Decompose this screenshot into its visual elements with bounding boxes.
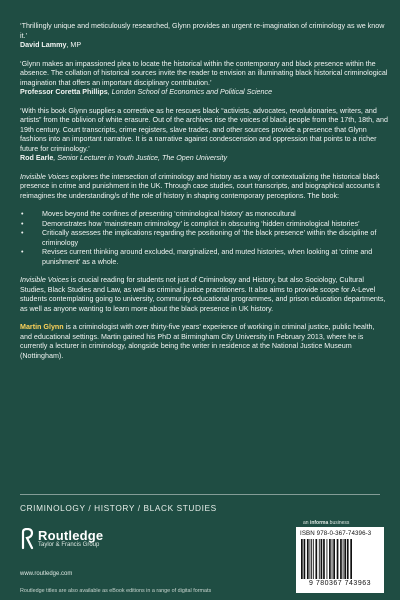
endorsement-attribution	[20, 88, 388, 98]
bullet-icon: •	[21, 219, 24, 228]
endorser-name: Professor Coretta Phillips	[20, 88, 108, 96]
informa-brand: informa	[309, 520, 329, 526]
key-points-list	[20, 210, 388, 267]
list-item-text: Critically assesses the implications regarding the positioning of ‘the black presence’ within the discipline of criminology	[42, 229, 377, 247]
barcode	[299, 539, 381, 579]
barcode-bar	[311, 539, 312, 579]
back-cover-content	[20, 22, 388, 370]
list-item	[20, 220, 388, 230]
publisher-name: Routledge	[38, 528, 104, 543]
author-bio-text: is a criminologist with over thirty-five years’ experience of working in criminal justice, public health, and educational settings. Martin gained his PhD at Birmingham City University in February 2013, where he is currently a lecturer in criminology, alongside being the writer in residence at the National Justice Museum (Nottingham).	[20, 323, 375, 360]
barcode-bar	[321, 539, 323, 579]
endorser-role: , London School of Economics and Political Science	[107, 88, 273, 96]
barcode-bar	[350, 539, 352, 579]
endorser-name: David Lammy	[20, 41, 67, 49]
bullet-icon: •	[21, 229, 24, 237]
endorsement-text: ‘Glynn makes an impassioned plea to locate the historical within the contemporary and black presence within the absence. The collation of historical sources invite the reader to envision an illuminating black historical criminological imagination that offers an important disciplinary contribution.’	[20, 59, 388, 87]
endorsement-text: ‘With this book Glynn supplies a corrective as he rescues black “activists, advocates, revolutionaries, writers, and artists” from the oblivion of white erasure. Out of the archives rise the voices of black people from the 17th, 18th, and 19th century. Court transcripts, crime registers, slave trades, and other sources provide a presence that Glynn fashions into an important narrative. It is a narrative against condescension and oppression that points to a richer future for criminology.’	[20, 106, 388, 153]
author-bio	[20, 323, 388, 361]
barcode-bar	[301, 539, 303, 579]
barcode-bar	[307, 539, 309, 579]
barcode-bar	[347, 539, 349, 579]
barcode-bar	[332, 539, 333, 579]
endorsement-attribution	[20, 154, 388, 164]
publisher-group: Taylor & Francis Group	[38, 542, 100, 548]
barcode-bar	[343, 539, 344, 579]
endorsement-2	[20, 60, 388, 98]
barcode-bar	[340, 539, 342, 579]
barcode-digits: 9 780367 743963	[309, 580, 371, 587]
audience-text: is crucial reading for students not just of Criminology and History, but also Sociology, Cultural Studies, Black Studies and Law, as well as criminal justice practitioners. It also aims to provide scope for A-Level students contemplating going to university, community educational programmes, and prison education departments, as well as anyone wanting to learn more about the black presence in UK history.	[20, 276, 386, 313]
informa-suffix: business	[328, 520, 350, 526]
barcode-bar	[304, 539, 306, 579]
barcode-bar	[329, 539, 331, 579]
publisher-logo	[20, 528, 130, 564]
book-description-text: explores the intersection of criminology and history as a way of contextualizing the historical black presence in crime and punishment in the UK. Through case studies, court transcripts, and biographical accounts it reimagines the understanding/s of the role of history in shaping contemporary perceptions. The book:	[20, 172, 380, 200]
book-description	[20, 173, 388, 202]
endorser-role: , Senior Lecturer in Youth Justice, The Open University	[53, 154, 228, 162]
barcode-bar	[327, 539, 328, 579]
routledge-logo-icon	[20, 528, 34, 550]
endorser-name: Rod Earle	[20, 154, 54, 162]
barcode-bar	[344, 539, 346, 579]
endorsement-text: ‘Thrillingly unique and meticulously researched, Glynn provides an urgent re-imagination of criminology as we know it.’	[20, 22, 385, 40]
subject-categories: CRIMINOLOGY / HISTORY / BLACK STUDIES	[20, 503, 217, 513]
list-item-text: Revises current thinking around excluded, marginalized, and muted histories, when looking at ‘crime and punishment’ as a whole.	[42, 248, 373, 266]
bullet-icon: •	[21, 248, 24, 256]
ebook-note: Routledge titles are also available as eBook editions in a range of digital formats	[20, 588, 212, 594]
endorser-role: , MP	[66, 41, 82, 49]
barcode-bar	[323, 539, 325, 579]
author-name: Martin Glynn	[20, 323, 64, 331]
endorsement-3	[20, 107, 388, 164]
publisher-website: www.routledge.com	[20, 571, 73, 577]
list-item-text: Moves beyond the confines of presenting ‘criminological history’ as monocultural	[42, 210, 296, 218]
bullet-icon: •	[21, 210, 24, 218]
endorsement-attribution	[20, 41, 388, 51]
informa-prefix: an	[303, 520, 310, 526]
list-item	[20, 229, 388, 248]
barcode-bar	[319, 539, 320, 579]
list-item	[20, 210, 388, 220]
barcode-bar	[333, 539, 335, 579]
barcode-bar	[315, 539, 317, 579]
divider	[20, 494, 380, 495]
informa-tagline	[303, 520, 349, 526]
isbn-label: ISBN 978-0-367-74396-3	[300, 530, 372, 537]
book-title: Invisible Voices	[20, 276, 69, 284]
barcode-bar	[313, 539, 314, 579]
list-item	[20, 248, 388, 267]
barcode-bar	[310, 539, 311, 579]
endorsement-1	[20, 22, 388, 51]
list-item-text: Demonstrates how ‘mainstream criminology’ is complicit in obscuring ‘hidden criminological histories’	[42, 219, 360, 228]
barcode-bar	[337, 539, 339, 579]
barcode-panel	[296, 527, 384, 593]
book-title: Invisible Voices	[20, 172, 69, 181]
audience-description	[20, 276, 388, 314]
